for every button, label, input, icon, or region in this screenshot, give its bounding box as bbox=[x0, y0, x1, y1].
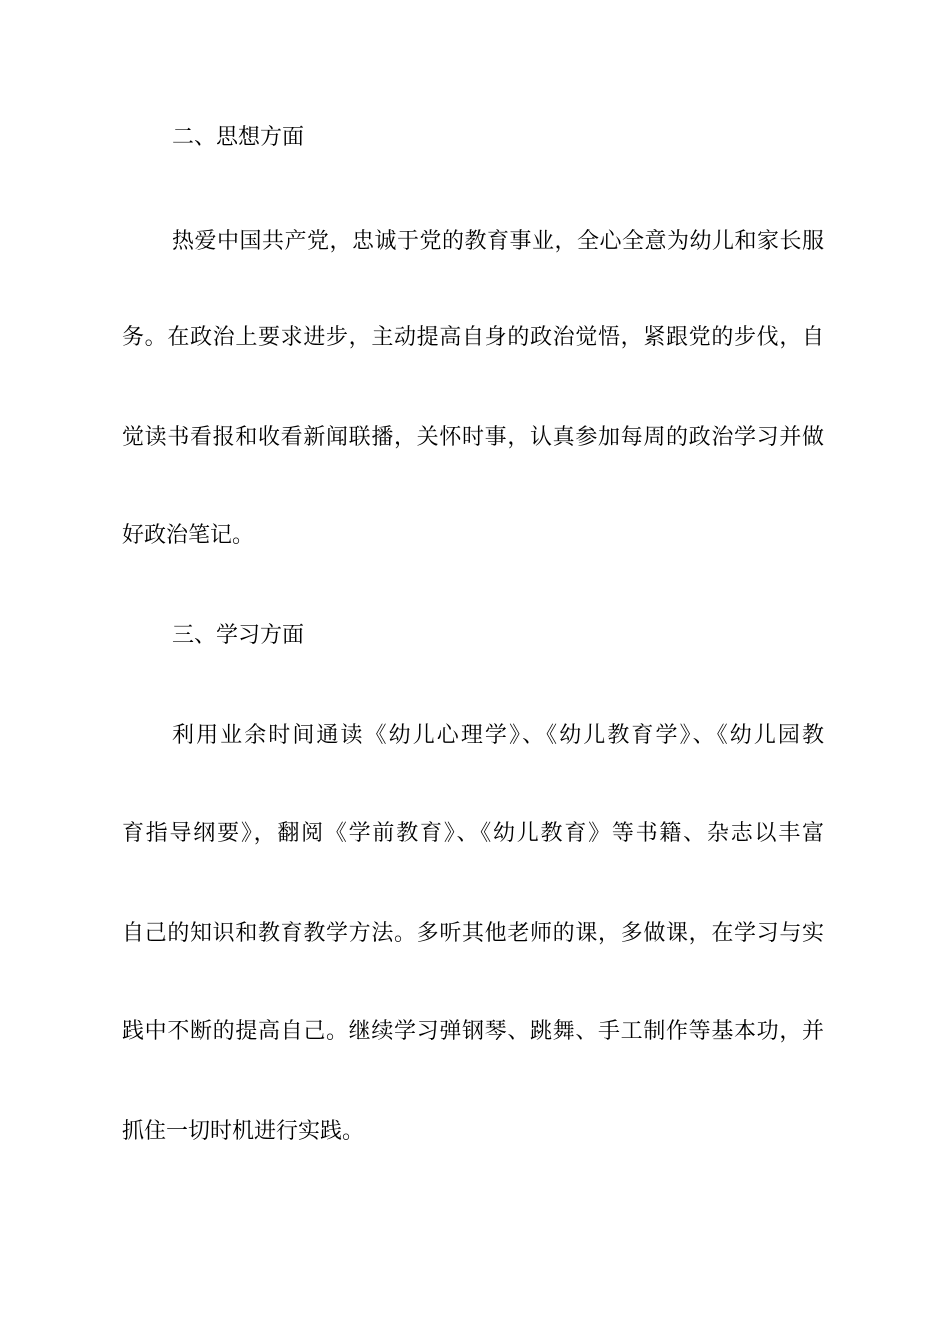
section-heading-study: 三、学习方面 bbox=[172, 623, 305, 648]
paragraph-line: 务。在政治上要求进步，主动提高自身的政治觉悟，紧跟党的步伐，自 bbox=[122, 325, 824, 350]
paragraph-line: 践中不断的提高自己。继续学习弹钢琴、跳舞、手工制作等基本功，并 bbox=[122, 1019, 824, 1044]
paragraph-line: 利用业余时间通读《幼儿心理学》、《幼儿教育学》、《幼儿园教 bbox=[172, 723, 824, 748]
paragraph-line: 育指导纲要》，翻阅《学前教育》、《幼儿教育》等书籍、杂志以丰富 bbox=[122, 821, 824, 846]
paragraph-line: 觉读书看报和收看新闻联播，关怀时事，认真参加每周的政治学习并做 bbox=[122, 425, 824, 450]
paragraph-line: 热爱中国共产党，忠诚于党的教育事业，全心全意为幼儿和家长服 bbox=[172, 229, 824, 254]
paragraph-line: 自己的知识和教育教学方法。多听其他老师的课，多做课，在学习与实 bbox=[122, 921, 824, 946]
paragraph-line: 抓住一切时机进行实践。 bbox=[122, 1119, 365, 1144]
paragraph-line: 好政治笔记。 bbox=[122, 523, 255, 548]
section-heading-thought: 二、思想方面 bbox=[172, 125, 305, 150]
